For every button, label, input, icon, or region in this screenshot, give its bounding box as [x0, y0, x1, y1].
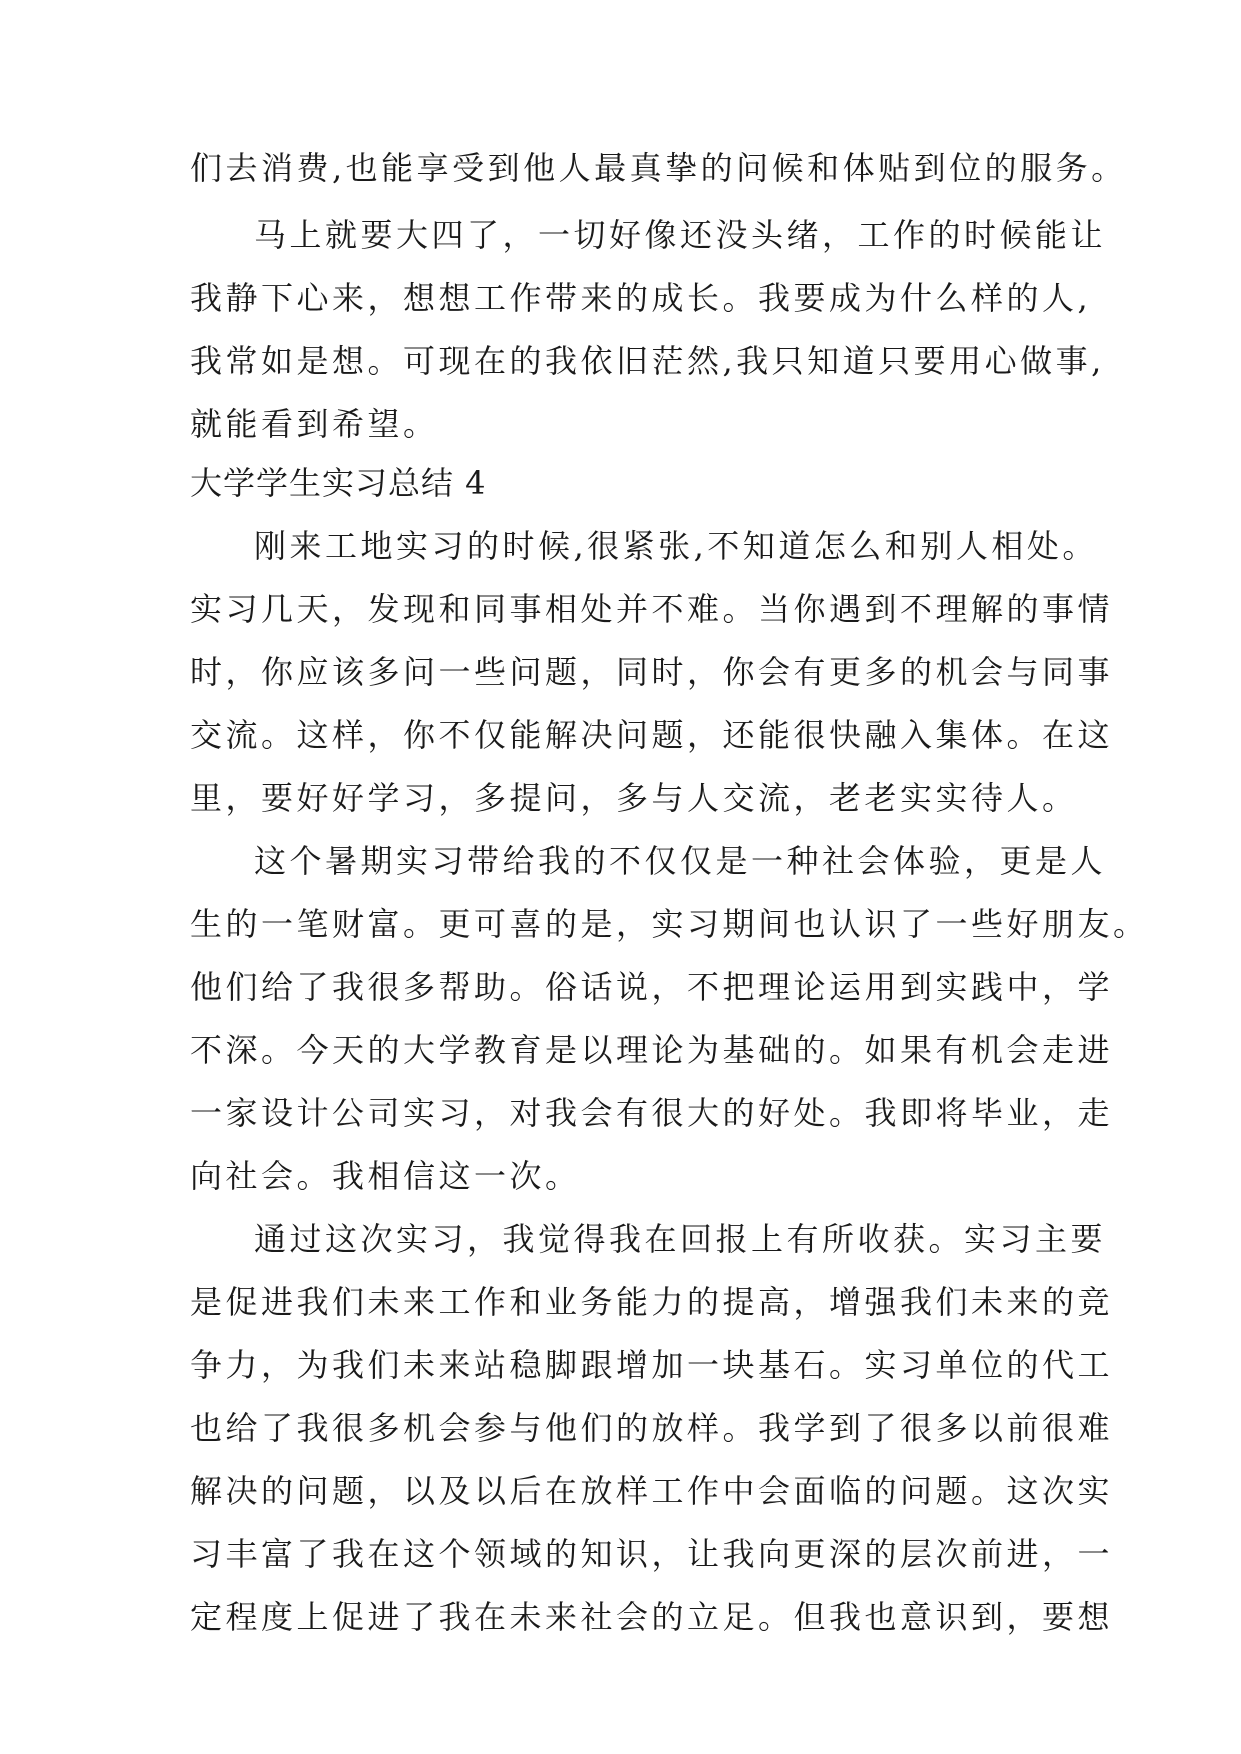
- text-line: 习丰富了我在这个领域的知识，让我向更深的层次前进，一: [190, 1535, 1114, 1573]
- text-line: 我静下心来，想想工作带来的成长。我要成为什么样的人,: [190, 279, 1092, 317]
- text-line: 解决的问题，以及以后在放样工作中会面临的问题。这次实: [190, 1472, 1114, 1510]
- text-line: 是促进我们未来工作和业务能力的提高，增强我们未来的竞: [190, 1283, 1114, 1321]
- text-line: 争力，为我们未来站稳脚跟增加一块基石。实习单位的代工: [190, 1346, 1114, 1384]
- paragraph-start: 马上就要大四了，一切好像还没头绪，工作的时候能让: [254, 216, 1107, 254]
- text-line: 里，要好好学习，多提问，多与人交流，老老实实待人。: [190, 779, 1078, 817]
- text-line: 交流。这样，你不仅能解决问题，还能很快融入集体。在这: [190, 716, 1114, 754]
- text-line: 时，你应该多问一些问题，同时，你会有更多的机会与同事: [190, 653, 1114, 691]
- text-line: 们去消费,也能享受到他人最真挚的问候和体贴到位的服务。: [190, 149, 1127, 187]
- section-heading: 大学学生实习总结 4: [190, 464, 487, 502]
- text-line: 生的一笔财富。更可喜的是，实习期间也认识了一些好朋友。: [190, 905, 1149, 943]
- text-line: 实习几天，发现和同事相处并不难。当你遇到不理解的事情: [190, 590, 1114, 628]
- text-line: 也给了我很多机会参与他们的放样。我学到了很多以前很难: [190, 1409, 1114, 1447]
- text-line: 定程度上促进了我在未来社会的立足。但我也意识到，要想: [190, 1598, 1114, 1636]
- text-line: 就能看到希望。: [190, 405, 439, 443]
- paragraph-start: 刚来工地实习的时候,很紧张,不知道怎么和别人相处。: [254, 527, 1098, 565]
- text-line: 我常如是想。可现在的我依旧茫然,我只知道只要用心做事,: [190, 342, 1105, 380]
- text-line: 不深。今天的大学教育是以理论为基础的。如果有机会走进: [190, 1031, 1114, 1069]
- paragraph-start: 通过这次实习，我觉得我在回报上有所收获。实习主要: [254, 1220, 1107, 1258]
- paragraph-start: 这个暑期实习带给我的不仅仅是一种社会体验，更是人: [254, 842, 1107, 880]
- text-line: 一家设计公司实习，对我会有很大的好处。我即将毕业，走: [190, 1094, 1114, 1132]
- text-line: 向社会。我相信这一次。: [190, 1157, 581, 1195]
- text-line: 他们给了我很多帮助。俗话说，不把理论运用到实践中，学: [190, 968, 1114, 1006]
